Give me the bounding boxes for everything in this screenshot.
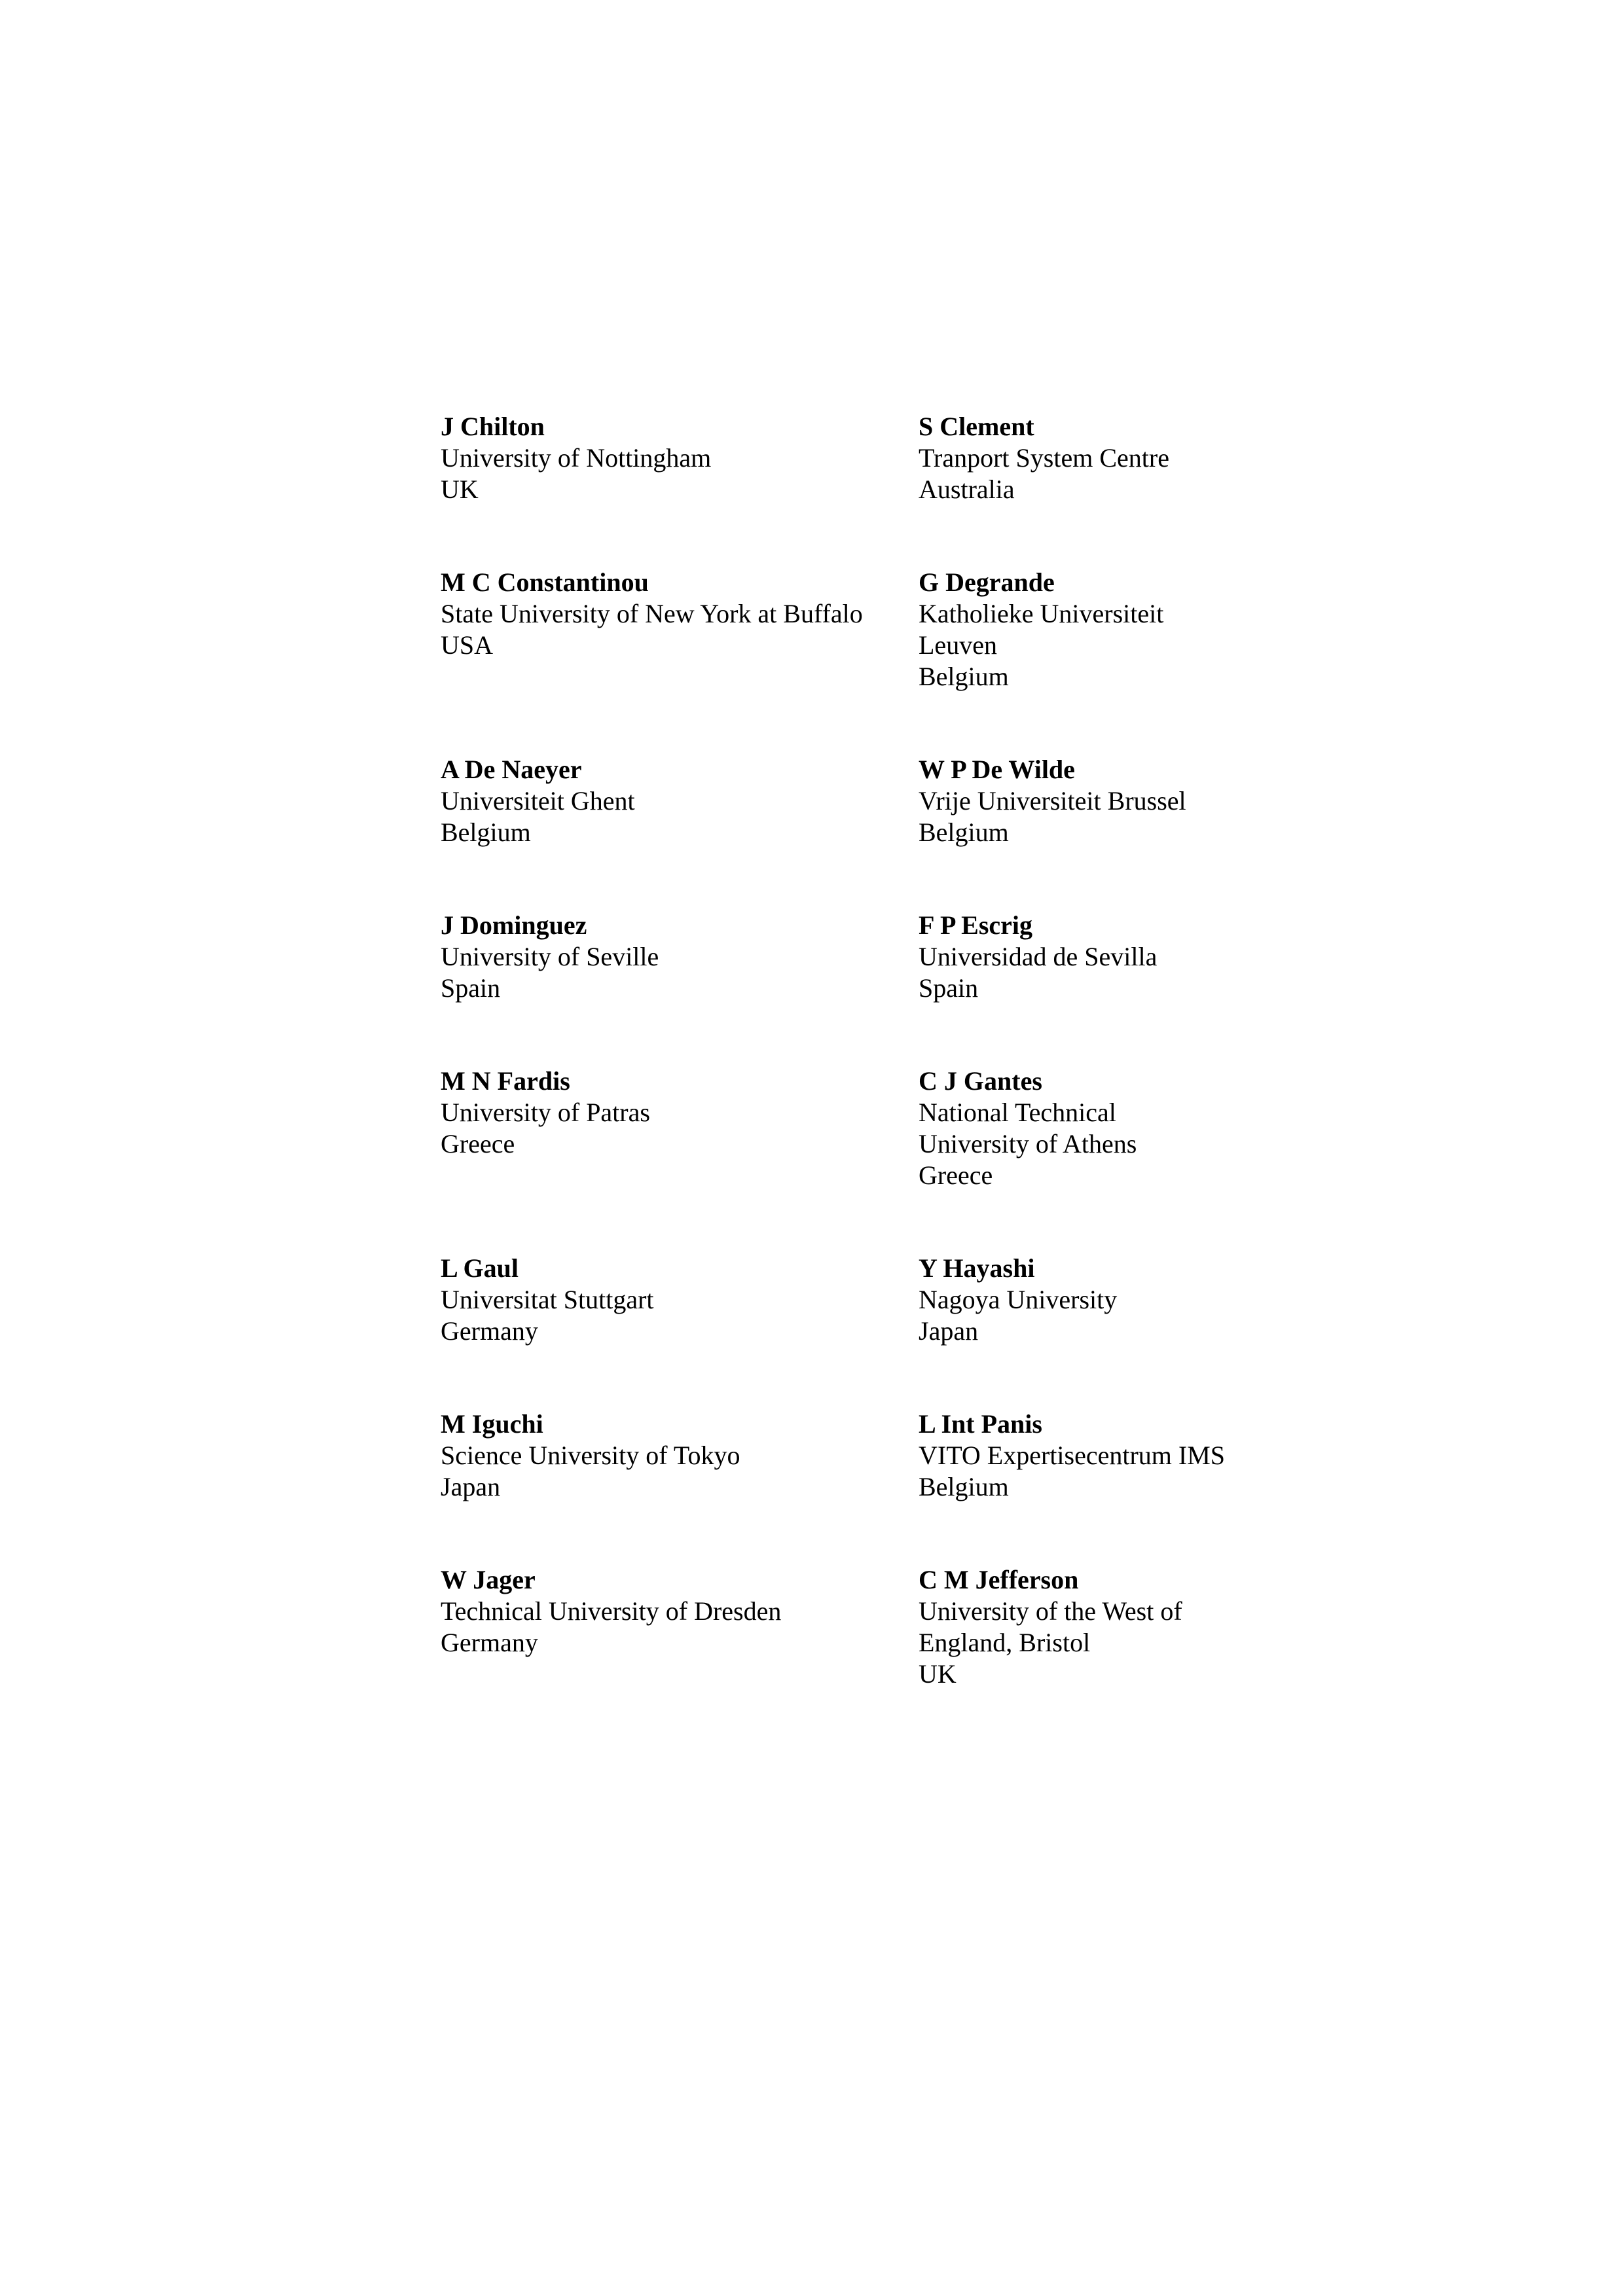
contributor-name: W Jager [441,1565,536,1594]
affiliation-line: Belgium [919,662,1009,691]
contributor-row [441,1066,1292,1262]
affiliation-line: Leuven [919,630,997,660]
contributor-entry [441,1564,899,1659]
affiliation-line: Spain [919,973,979,1003]
contributor-name: L Int Panis [919,1409,1042,1439]
contributor-name: A De Naeyer [441,755,582,784]
contributor-name: C M Jefferson [919,1565,1079,1594]
contributor-name: L Gaul [441,1253,519,1283]
contributor-name: Y Hayashi [919,1253,1035,1283]
affiliation-line: Universitat Stuttgart [441,1285,654,1314]
affiliation-line: University of Nottingham [441,443,712,473]
affiliation-line: Tranport System Centre [919,443,1169,473]
contributor-entry [919,1408,1377,1503]
affiliation-line: Spain [441,973,501,1003]
contributor-name: M C Constantinou [441,567,649,597]
affiliation-line: University of the West of [919,1596,1182,1626]
affiliation-line: Belgium [441,817,531,847]
affiliation-line: Katholieke Universiteit [919,599,1164,628]
contributor-entry [441,1408,899,1503]
affiliation-line: Nagoya University [919,1285,1118,1314]
contributor-entry [919,411,1377,505]
affiliation-line: England, Bristol [919,1628,1091,1657]
contributor-name: M N Fardis [441,1066,570,1096]
contributor-entry [919,754,1377,848]
affiliation-line: VITO Expertisecentrum IMS [919,1441,1226,1470]
contributor-entry [441,1253,899,1347]
contributor-name: W P De Wilde [919,755,1075,784]
contributor-entry [441,910,899,1004]
affiliation-line: Vrije Universiteit Brussel [919,786,1186,816]
contributor-row [441,1564,1292,1761]
contributor-entry [919,1253,1377,1347]
contributor-entry [919,1066,1377,1191]
affiliation-line: Universiteit Ghent [441,786,635,816]
contributor-name: J Dominguez [441,910,587,940]
affiliation-line: Japan [919,1316,979,1346]
affiliation-line: Belgium [919,1472,1009,1501]
contributor-entry [919,910,1377,1004]
affiliation-line: Japan [441,1472,501,1501]
contributor-name: C J Gantes [919,1066,1042,1096]
contributor-entry [919,567,1377,692]
affiliation-line: National Technical [919,1098,1116,1127]
affiliation-line: University of Athens [919,1129,1137,1158]
contributor-entry [441,411,899,505]
affiliation-line: State University of New York at Buffalo [441,599,863,628]
affiliation-line: UK [441,475,479,504]
affiliation-line: Greece [441,1129,515,1158]
affiliation-line: Germany [441,1316,538,1346]
affiliation-line: University of Seville [441,942,659,971]
affiliation-line: Germany [441,1628,538,1657]
affiliation-line: Science University of Tokyo [441,1441,740,1470]
affiliation-line: Technical University of Dresden [441,1596,782,1626]
contributor-name: M Iguchi [441,1409,543,1439]
affiliation-line: USA [441,630,494,660]
affiliation-line: Universidad de Sevilla [919,942,1158,971]
affiliation-line: UK [919,1659,957,1689]
contributor-entry [441,567,899,661]
contributor-name: J Chilton [441,412,545,441]
contributor-name: G Degrande [919,567,1055,597]
contributor-entry [919,1564,1377,1690]
affiliation-line: Greece [919,1160,993,1190]
contributor-name: S Clement [919,412,1034,441]
affiliation-line: Belgium [919,817,1009,847]
contributor-row [441,567,1292,763]
affiliation-line: University of Patras [441,1098,650,1127]
contributor-name: F P Escrig [919,910,1033,940]
contributor-entry [441,754,899,848]
contributor-entry [441,1066,899,1160]
affiliation-line: Australia [919,475,1015,504]
